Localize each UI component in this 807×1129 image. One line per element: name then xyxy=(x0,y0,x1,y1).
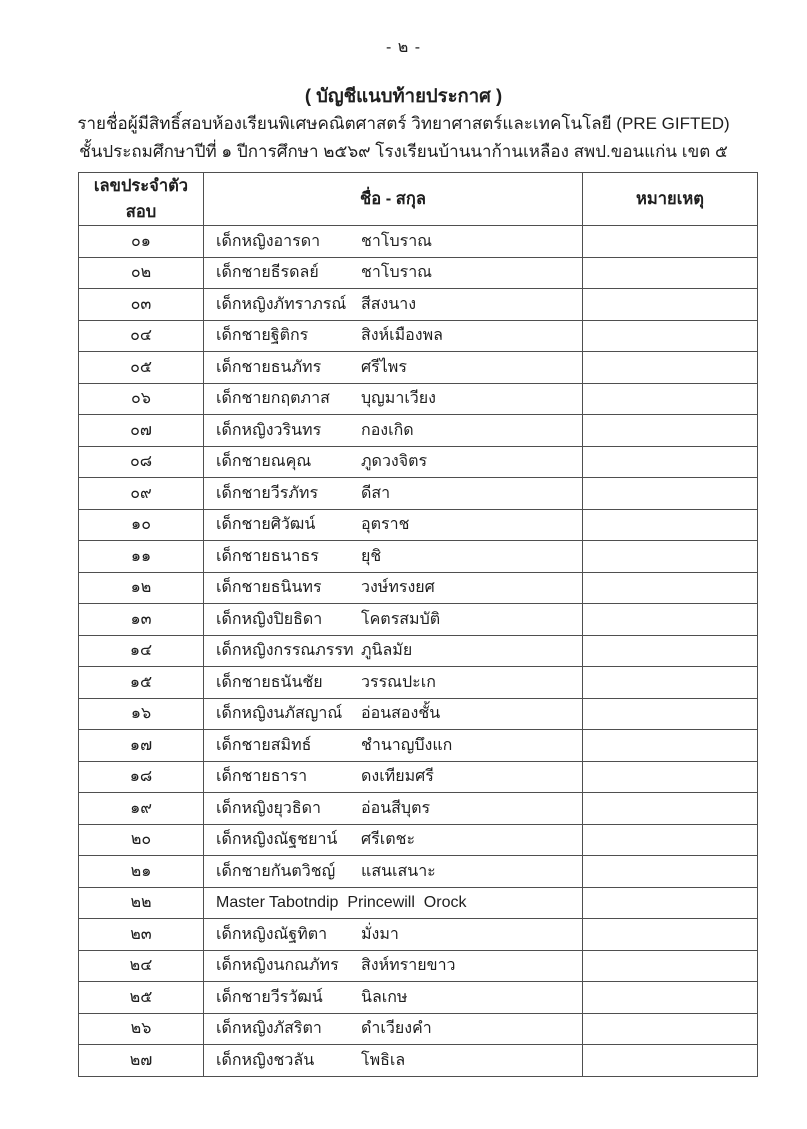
exam-number-cell: ๒๑ xyxy=(79,856,204,888)
exam-number-cell: ๑๔ xyxy=(79,635,204,667)
student-surname: วรรณปะเก xyxy=(361,673,436,691)
table-row xyxy=(79,572,758,604)
table-row xyxy=(79,1013,758,1045)
student-given-name: เด็กชายธารา xyxy=(216,768,308,786)
student-name-cell xyxy=(204,730,583,762)
student-surname: ชำนาญบึงแก xyxy=(361,736,453,754)
student-name-cell xyxy=(204,541,583,573)
remark-cell xyxy=(583,887,758,919)
student-surname: กองเกิด xyxy=(361,421,414,439)
student-surname: ภูดวงจิตร xyxy=(361,453,428,471)
student-surname: โพธิเล xyxy=(361,1051,406,1069)
exam-number-cell: ๐๒ xyxy=(79,257,204,289)
student-surname: ดีสา xyxy=(361,484,391,502)
student-surname: ศรีไพร xyxy=(361,358,407,376)
student-given-name: เด็กชายวีรวัฒน์ xyxy=(216,988,323,1006)
document-subtitle-line2: ชั้นประถมศึกษาปีที่ ๑ ปีการศึกษา ๒๕๖๙ โรงเรียนบ้านนาก้านเหลือง สพป.ขอนแก่น เขต ๕ xyxy=(79,142,728,161)
student-name-cell xyxy=(204,950,583,982)
remark-cell xyxy=(583,383,758,415)
exam-number-cell: ๑๕ xyxy=(79,667,204,699)
exam-number-cell: ๑๙ xyxy=(79,793,204,825)
student-surname: ดงเทียมศรี xyxy=(361,768,434,786)
exam-number-cell: ๐๕ xyxy=(79,352,204,384)
exam-number-cell: ๑๑ xyxy=(79,541,204,573)
student-name-cell xyxy=(204,352,583,384)
student-name-cell xyxy=(204,856,583,888)
table-row xyxy=(79,824,758,856)
student-given-name: เด็กชายธนินทร xyxy=(216,579,322,597)
student-surname: ชาโบราณ xyxy=(361,232,433,250)
exam-number-cell: ๐๙ xyxy=(79,478,204,510)
student-name-cell xyxy=(204,289,583,321)
student-given-name: เด็กชายธนันชัย xyxy=(216,673,323,691)
remark-cell xyxy=(583,761,758,793)
exam-number-cell: ๒๒ xyxy=(79,887,204,919)
table-row xyxy=(79,635,758,667)
student-surname: แสนเสนาะ xyxy=(361,862,436,880)
student-given-name: เด็กหญิงชวลัน xyxy=(216,1051,315,1069)
remark-cell xyxy=(583,1013,758,1045)
remark-cell xyxy=(583,320,758,352)
remark-cell xyxy=(583,919,758,951)
student-given-name: เด็กหญิงปิยธิดา xyxy=(216,610,323,628)
student-given-name: เด็กหญิงณัฐชยาน์ xyxy=(216,831,338,849)
document-title: ( บัญชีแนบท้ายประกาศ ) xyxy=(304,85,503,106)
table-row xyxy=(79,383,758,415)
student-surname: สีสงนาง xyxy=(361,295,417,313)
remark-cell xyxy=(583,824,758,856)
remark-cell xyxy=(583,509,758,541)
table-row xyxy=(79,982,758,1014)
table-row xyxy=(79,887,758,919)
student-given-name: เด็กชายณคุณ xyxy=(216,453,312,471)
remark-cell xyxy=(583,289,758,321)
student-surname: ชาโบราณ xyxy=(361,264,433,282)
remark-cell xyxy=(583,572,758,604)
table-row xyxy=(79,509,758,541)
remark-cell xyxy=(583,604,758,636)
exam-number-cell: ๐๑ xyxy=(79,226,204,258)
remark-cell xyxy=(583,1045,758,1077)
exam-number-cell: ๑๒ xyxy=(79,572,204,604)
remark-cell xyxy=(583,856,758,888)
student-given-name: เด็กชายกันตวิชญ์ xyxy=(216,862,336,880)
student-name-cell xyxy=(204,1045,583,1077)
student-given-name: เด็กชายสมิทธ์ xyxy=(216,736,312,754)
student-name-cell xyxy=(204,604,583,636)
student-given-name: เด็กชายศิวัฒน์ xyxy=(216,516,316,534)
column-header-name: ชื่อ - สกุล xyxy=(204,173,583,226)
student-name-cell xyxy=(204,509,583,541)
student-given-name: เด็กหญิงนภัสญาณ์ xyxy=(216,705,343,723)
table-row xyxy=(79,1045,758,1077)
remark-cell xyxy=(583,698,758,730)
student-name-cell xyxy=(204,698,583,730)
remark-cell xyxy=(583,226,758,258)
table-row xyxy=(79,541,758,573)
student-surname: อ่อนสีบุตร xyxy=(361,799,431,817)
student-surname: มั่งมา xyxy=(361,925,399,943)
student-surname: สิงห์ทรายขาว xyxy=(361,957,456,975)
exam-number-cell: ๒๕ xyxy=(79,982,204,1014)
remark-cell xyxy=(583,415,758,447)
student-given-name: เด็กชายธีรดลย์ xyxy=(216,264,319,282)
exam-number-cell: ๒๗ xyxy=(79,1045,204,1077)
student-given-name: เด็กชายธนาธร xyxy=(216,547,319,565)
student-name-cell xyxy=(204,793,583,825)
student-name-cell xyxy=(204,919,583,951)
remark-cell xyxy=(583,667,758,699)
student-name-cell xyxy=(204,257,583,289)
student-given-name: เด็กชายวีรภัทร xyxy=(216,484,319,502)
student-surname: สิงห์เมืองพล xyxy=(361,327,443,345)
remark-cell xyxy=(583,950,758,982)
table-row xyxy=(79,257,758,289)
student-given-name: เด็กชายฐิติกร xyxy=(216,327,309,345)
table-row xyxy=(79,352,758,384)
student-given-name: เด็กหญิงกรรณภรรท xyxy=(216,642,354,660)
student-surname: วงษ์ทรงยศ xyxy=(361,579,435,597)
student-given-name: เด็กหญิงภัทราภรณ์ xyxy=(216,295,347,313)
student-name-cell xyxy=(204,415,583,447)
exam-number-cell: ๒๐ xyxy=(79,824,204,856)
student-given-name: เด็กหญิงนกณภัทร xyxy=(216,957,339,975)
student-name-cell xyxy=(204,572,583,604)
student-given-name: เด็กชายธนภัทร xyxy=(216,358,322,376)
student-surname: ดำเวียงคำ xyxy=(361,1020,432,1038)
student-surname: ศรีเตชะ xyxy=(361,831,416,849)
table-row xyxy=(79,226,758,258)
student-name-cell xyxy=(204,226,583,258)
exam-number-cell: ๐๘ xyxy=(79,446,204,478)
table-row xyxy=(79,950,758,982)
student-name-cell xyxy=(204,982,583,1014)
student-given-name: เด็กหญิงยุวธิดา xyxy=(216,799,322,817)
student-surname: โคตรสมบัติ xyxy=(361,610,441,628)
student-name-cell xyxy=(204,1013,583,1045)
student-surname: ภูนิลมัย xyxy=(361,642,413,660)
student-name-cell xyxy=(204,824,583,856)
page-number: - ๒ - xyxy=(385,39,422,56)
table-row xyxy=(79,415,758,447)
student-name-cell xyxy=(204,887,583,919)
student-name-cell xyxy=(204,667,583,699)
remark-cell xyxy=(583,541,758,573)
exam-number-cell: ๑๖ xyxy=(79,698,204,730)
table-row xyxy=(79,604,758,636)
exam-number-cell: ๐๗ xyxy=(79,415,204,447)
exam-number-cell: ๐๓ xyxy=(79,289,204,321)
student-name-cell xyxy=(204,761,583,793)
exam-number-cell: ๐๔ xyxy=(79,320,204,352)
exam-number-cell: ๒๖ xyxy=(79,1013,204,1045)
student-surname: ยุชิ xyxy=(361,547,382,565)
exam-number-cell: ๑๐ xyxy=(79,509,204,541)
exam-number-cell: ๒๔ xyxy=(79,950,204,982)
student-given-name: เด็กหญิงณัฐทิตา xyxy=(216,925,328,943)
remark-cell xyxy=(583,982,758,1014)
exam-number-cell: ๒๓ xyxy=(79,919,204,951)
column-header-exam-no: เลขประจำตัวสอบ xyxy=(79,173,204,226)
remark-cell xyxy=(583,478,758,510)
column-header-remark: หมายเหตุ xyxy=(583,173,758,226)
student-surname: บุญมาเวียง xyxy=(361,390,436,408)
remark-cell xyxy=(583,446,758,478)
document-subtitle-line1: รายชื่อผู้มีสิทธิ์สอบห้องเรียนพิเศษคณิตศาสตร์ วิทยาศาสตร์และเทคโนโลยี (PRE GIFTED) xyxy=(77,114,730,133)
student-name-cell xyxy=(204,383,583,415)
student-given-name: Master Tabotndip Princewill Orock xyxy=(216,893,467,911)
table-row xyxy=(79,698,758,730)
table-row xyxy=(79,446,758,478)
student-given-name: เด็กหญิงภัสริตา xyxy=(216,1020,322,1038)
table-row xyxy=(79,478,758,510)
table-row xyxy=(79,761,758,793)
table-header-row xyxy=(79,173,758,226)
exam-number-cell: ๑๗ xyxy=(79,730,204,762)
student-surname: อ่อนสองชั้น xyxy=(361,705,441,723)
table-row xyxy=(79,320,758,352)
student-name-cell xyxy=(204,320,583,352)
remark-cell xyxy=(583,730,758,762)
table-row xyxy=(79,793,758,825)
student-given-name: เด็กหญิงอารดา xyxy=(216,232,321,250)
student-given-name: เด็กชายกฤตภาส xyxy=(216,390,330,408)
exam-number-cell: ๐๖ xyxy=(79,383,204,415)
exam-number-cell: ๑๘ xyxy=(79,761,204,793)
student-name-cell xyxy=(204,446,583,478)
student-roster-table xyxy=(78,172,758,1077)
remark-cell xyxy=(583,635,758,667)
remark-cell xyxy=(583,352,758,384)
remark-cell xyxy=(583,257,758,289)
remark-cell xyxy=(583,793,758,825)
table-row xyxy=(79,730,758,762)
student-table-body xyxy=(79,226,758,1077)
student-name-cell xyxy=(204,635,583,667)
student-name-cell xyxy=(204,478,583,510)
student-surname: อุตราช xyxy=(361,516,410,534)
table-row xyxy=(79,667,758,699)
exam-number-cell: ๑๓ xyxy=(79,604,204,636)
table-row xyxy=(79,289,758,321)
student-surname: นิลเกษ xyxy=(361,988,408,1006)
table-row xyxy=(79,856,758,888)
student-given-name: เด็กหญิงวรินทร xyxy=(216,421,322,439)
table-row xyxy=(79,919,758,951)
